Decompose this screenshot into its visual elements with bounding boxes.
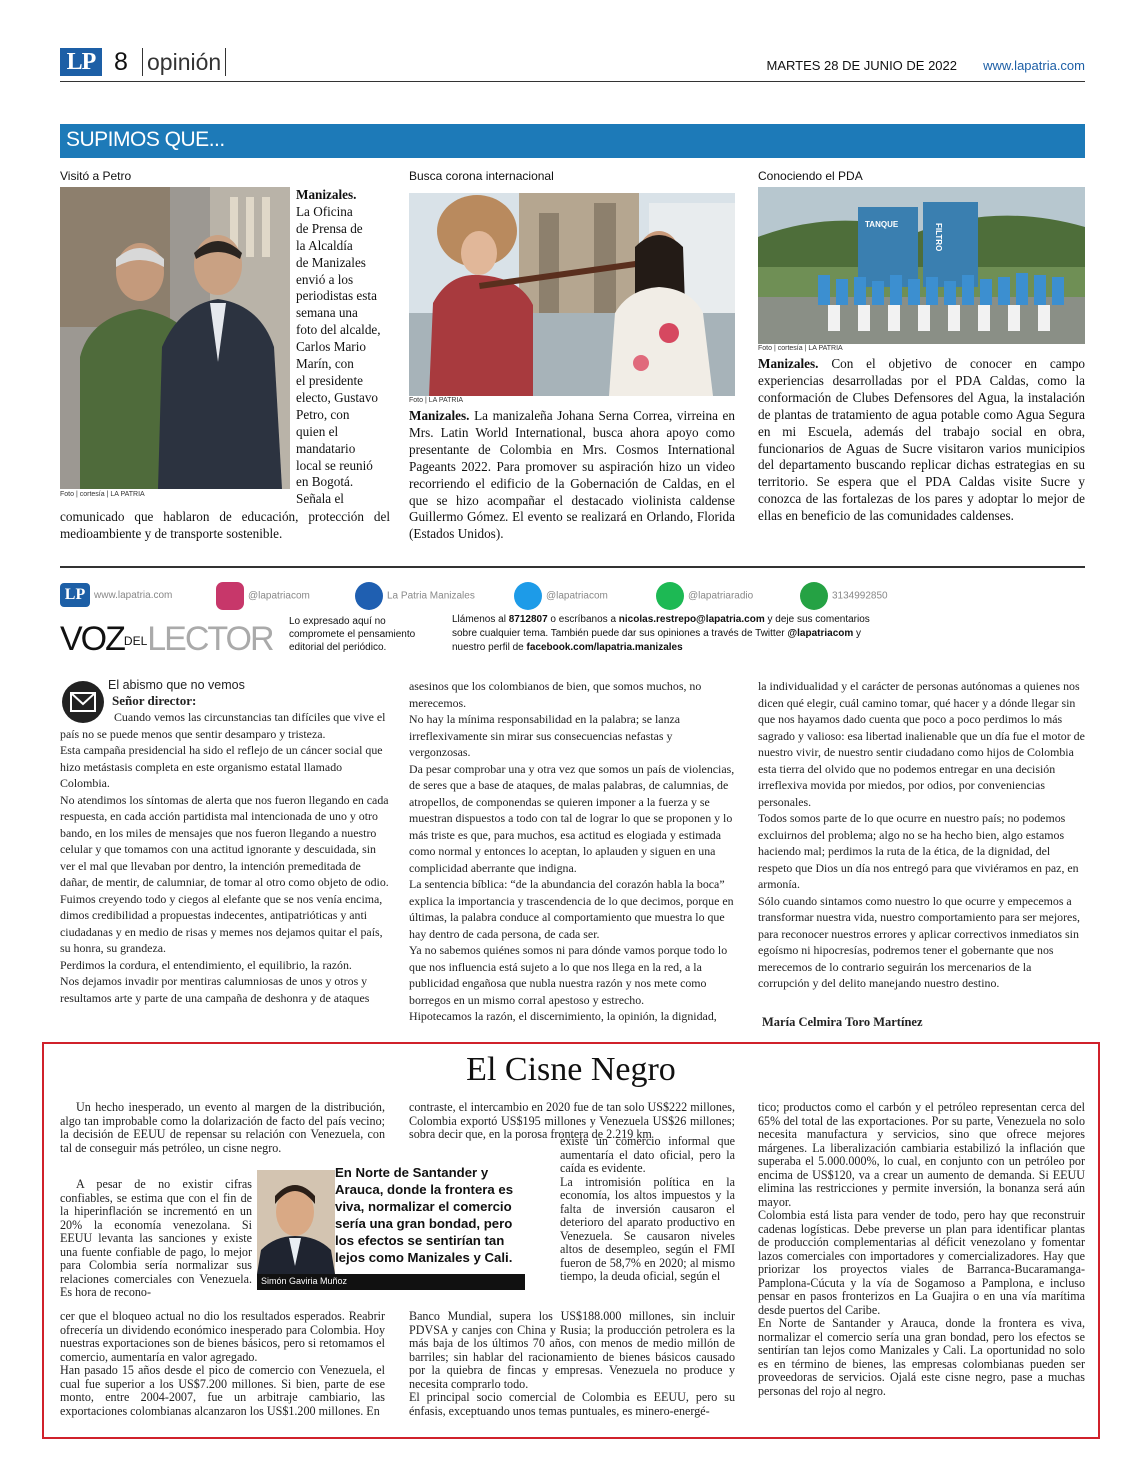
social-facebook[interactable] bbox=[355, 582, 475, 611]
story-text-side bbox=[296, 187, 392, 508]
column-text-2b: existe un comercio informal que aumentaría el dato oficial, pero la caída es evidente. La intromisión política en la economía, los altos impuestos y la falta de inversión causaron el deterioro del aparato productivo en Venezuela. Se causaron niveles altos de desempleo, según el FMI fueron de 58,7% en 2020; al mismo tiempo, la deuda oficial, según el bbox=[560, 1134, 735, 1283]
story-photo-corona bbox=[409, 193, 735, 396]
tank-sign: TANQUE bbox=[865, 220, 899, 229]
story-side-line: semana una bbox=[296, 305, 358, 321]
story-side-line: quien el bbox=[296, 423, 339, 439]
photo-credit: Foto | cortesía | LA PATRIA bbox=[60, 491, 145, 498]
letter-column-2: asesinos que los colombianos de bien, que somos muchos, no merecemos. No hay la mínima responsabilidad en la palabra; se lanza irreflexivamente sin mirar sus consecuencias nefastas y vergonzosas. Da pesar comprobar una y otra vez que somos un país de violencias, de seres que a base de ataques, de malas palabras, de calumnias, de atropellos, de componendas se quieren imponer a la fuerza y se muestran dispuestos a todo con tal de lograr lo que se proponen y lo más triste es que, para muchos, esa actitud es elogiada y estimada como normal y entonces lo aceptan, lo aplauden y siguen en una complicidad aberrante que indigna. La sentencia bíblica: “de la abundancia del corazón habla la boca” explica la importancia y trascendencia de lo que decimos, porque en últimas, la palabra conduce al comportamiento que muestra lo que hay dentro de cada persona, de cada ser. Ya no sabemos quiénes somos ni para dónde vamos porque todo lo que nos influencia está sujeto a lo que nos llega en la red, a la publicidad engañosa que nubla nuestra razón y nos mete como borregos en un mismo corral apestoso y estrecho. Hipotecamos la razón, el discernimiento, la opinión, la dignidad, bbox=[409, 679, 735, 1023]
contact-text: o escríbanos a bbox=[547, 614, 619, 625]
column-text-1a: Un hecho inesperado, un evento al margen de la distribución, algo tan improbable como la dolarización de facto del país vecino; la decisión de EEUU de repensar su relación con Venezuela, con tal de conseguir más petróleo, un cisne negro. bbox=[60, 1100, 385, 1155]
story-label: Conociendo el PDA bbox=[758, 169, 863, 183]
story-side-line: envió a los bbox=[296, 271, 354, 287]
story-side-line: local se reunió bbox=[296, 457, 373, 473]
voz-word: VOZ bbox=[60, 620, 124, 658]
section-name: opinión bbox=[142, 48, 226, 76]
letter-column-3: la individualidad y el carácter de personas autónomas a quienes nos dicen qué elegir, cuál camino tomar, qué hacer y a dónde llegar sin que nos hayamos dado cuenta que poco a poco perdimos lo más sagrado y valioso: esa libertad inalienable que un día fue el motor de nuestro vivir, de nuestro sentir ciudadano como hijos de Colombia esta tierra del olvido que no podemos entregar en una decisión irreflexiva movida por miedos, por odios, por conveniencias personales. Todos somos parte de lo que ocurre en nuestro país; no podemos excluirnos del problema; algo no se ha hecho bien, algo estamos haciendo mal; perdimos la ruta de la ética, de la dignidad, del respeto que Dios un día nos entregó para que viviéramos en paz, en armonía. Sólo cuando sintamos como nuestro lo que ocurre y empecemos a transformar nuestra vida, nuestro comportamiento para ser mejores, para reconocer nuestros errores y aplicar correctivos inmediatos sin egoísmo ni hipocresías, podremos tener el gobernante que nos merecemos de lo contrario seguirán los mercenarios de la corrupción y del delito manejando nuestro destino. bbox=[758, 679, 1085, 990]
social-whatsapp[interactable] bbox=[800, 582, 888, 611]
spotify-icon bbox=[656, 582, 684, 610]
lp-icon: LP bbox=[60, 583, 90, 607]
social-web-label: www.lapatria.com bbox=[94, 590, 173, 601]
story-lead: Manizales. bbox=[409, 408, 470, 423]
del-word: DEL bbox=[123, 634, 148, 649]
story-side-line: foto del alcalde, bbox=[296, 322, 381, 338]
story-side-line: mandatario bbox=[296, 440, 356, 456]
issue-date: MARTES 28 DE JUNIO DE 2022 bbox=[766, 58, 957, 73]
section-title: SUPIMOS QUE... bbox=[66, 128, 225, 151]
voz-disclaimer: Lo expresado aquí no compromete el pensamiento editorial del periódico. bbox=[289, 616, 416, 653]
story-lead: Manizales. bbox=[758, 356, 819, 371]
lector-word: LECTOR bbox=[147, 620, 273, 658]
story-text-tail: comunicado que hablaron de educación, protección del medioambiente y de transporte sostenible. bbox=[60, 509, 390, 541]
column-text-2a: contraste, el intercambio en 2020 fue de tan solo US$222 millones, Colombia exportó US$195 millones y Venezuela US$26 millones; sobra decir que, en la porosa frontera de 2.219 km bbox=[409, 1100, 735, 1141]
contact-twitter[interactable]: @lapatriacom bbox=[787, 628, 854, 639]
story-body: La manizaleña Johana Serna Correa, virreina en Mrs. Latin World International, busca ahora apoyo como presentante de Colombia en Mrs. Cosmos International Pageants 2022. Para promover su aspiración hizo un video recorriendo el edificio de la Gobernación de Caldas, en el que se hizo acompañar el destacado violinista caldense Guillermo Gómez. El evento se realizará en Orlando, Florida (Estados Unidos). bbox=[409, 408, 735, 542]
author-bar bbox=[257, 1274, 525, 1290]
story-side-line: Petro, con bbox=[296, 406, 350, 422]
story-side-line: la Alcaldía bbox=[296, 237, 353, 253]
story-side-line: el presidente bbox=[296, 372, 364, 388]
column-text-2c: Banco Mundial, supera los US$188.000 millones, sin incluir PDVSA y canjes con China y Rusia; la producción petrolera es la más baja de los últimos 70 años, con menos de medio millón de barriles; sin hablar del racionamiento de bienes básicos causado por la quiebra de fincas y empresas. Venezuela no produce y necesita comprarlo todo. El principal socio comercial de Colombia es EEUU, pero su énfasis, exceptuando unos temas puntuales, es minero-energé- bbox=[409, 1309, 735, 1418]
author-name: Simón Gaviria Muñoz bbox=[261, 1276, 348, 1286]
social-whatsapp-label: 3134992850 bbox=[832, 590, 888, 602]
contact-text: y nuestro perfil de bbox=[452, 628, 862, 653]
section-divider bbox=[60, 566, 1085, 568]
story-side-line: La Oficina bbox=[296, 203, 353, 219]
letter-signature: María Celmira Toro Martínez bbox=[762, 1015, 923, 1029]
voz-del-lector-title bbox=[60, 620, 273, 660]
lp-logo[interactable]: LP bbox=[60, 48, 102, 76]
social-instagram[interactable] bbox=[216, 582, 310, 611]
story-lead: Manizales. bbox=[296, 187, 357, 202]
pull-quote: En Norte de Santander y Arauca, donde la frontera es viva, normalizar el comercio sería una gran bondad, pero los efectos se sentirían tan lejos como Manizales y Cali. bbox=[335, 1165, 514, 1265]
masthead bbox=[60, 48, 1085, 82]
story-side-line: periodistas esta bbox=[296, 288, 377, 304]
instagram-icon bbox=[216, 582, 244, 610]
social-twitter-label: @lapatriacom bbox=[546, 590, 608, 602]
story-label: Visitó a Petro bbox=[60, 169, 132, 183]
filter-sign: FILTRO bbox=[934, 223, 943, 252]
social-twitter[interactable] bbox=[514, 582, 608, 611]
whatsapp-icon bbox=[800, 582, 828, 610]
story-body: Con el objetivo de conocer en campo experiencias desarrolladas por el PDA Caldas, como la conformación de Clubes Defensores del Agua, la instalación de plantas de tratamiento de agua potable como Agua Segura en mi Escuela, además del trabajo social en obra, funcionarios de Aguas de Sucre visitaron varios municipios del departamento buscando replicar dichas estrategias en su territorio. Se espera que el PDA Caldas visite Sucre y conozca de las fortalezas de los pares y adoptar lo mejor de ellas en beneficio de las comunidades caldenses. bbox=[758, 356, 1086, 524]
story-side-line: electo, Gustavo bbox=[296, 389, 379, 405]
story-photo-petro bbox=[60, 187, 290, 489]
story-text bbox=[409, 408, 735, 543]
twitter-icon bbox=[514, 582, 542, 610]
social-facebook-label: La Patria Manizales bbox=[387, 590, 475, 602]
author-photo bbox=[257, 1170, 335, 1274]
photo-credit: Foto | cortesía | LA PATRIA bbox=[758, 345, 843, 352]
site-link[interactable]: www.lapatria.com bbox=[983, 58, 1085, 73]
column-title: El Cisne Negro bbox=[466, 1051, 676, 1088]
story-side-lines bbox=[296, 204, 392, 508]
story-photo-pda bbox=[758, 187, 1085, 344]
social-spotify-label: @lapatriaradio bbox=[688, 590, 754, 602]
page-number: 8 bbox=[114, 48, 128, 76]
contact-facebook[interactable]: facebook.com/lapatria.manizales bbox=[526, 642, 683, 653]
contact-text: y deje sus comentarios sobre cualquier tema. También puede dar sus opiniones a través de Twitter bbox=[452, 614, 870, 639]
story-text bbox=[758, 356, 1085, 525]
column-text-1c: cer que el bloqueo actual no dio los resultados esperados. Reabrir ofrecería un dividendo económico inesperado para Colombia. Hoy nuestras exportaciones son de bienes básicos, pero si retomamos el comercio, aumentaría en valor agregado. Han pasado 15 años desde el pico de comercio con Venezuela, el cual fue superior a los US$7.200 millones. Si bien, parte de ese monto, entre 2004-2007, fue un arbitraje cambiario, las exportaciones colombianas alcanzaron los US$1.200 millones. En bbox=[60, 1309, 385, 1418]
story-side-line: Señala el bbox=[296, 491, 344, 507]
facebook-icon bbox=[355, 582, 383, 610]
contact-text: Llámenos al bbox=[452, 614, 509, 625]
social-spotify[interactable] bbox=[656, 582, 753, 611]
story-side-line: de Manizales bbox=[296, 254, 366, 270]
photo-credit: Foto | LA PATRIA bbox=[409, 397, 464, 404]
letter-kicker: El abismo que no vemos bbox=[108, 678, 245, 692]
social-web[interactable] bbox=[60, 582, 172, 610]
social-instagram-label: @lapatriacom bbox=[248, 590, 310, 602]
letter-salutation: Señor director: bbox=[112, 693, 197, 708]
story-side-line: de Prensa de bbox=[296, 220, 363, 236]
contact-phone[interactable]: 8712807 bbox=[508, 614, 548, 625]
story-side-line: Marín, con bbox=[296, 356, 354, 372]
voz-contact bbox=[452, 613, 872, 655]
story-side-line: Carlos Mario bbox=[296, 339, 366, 355]
story-label: Busca corona internacional bbox=[409, 169, 554, 183]
column-text-3: tico; productos como el carbón y el petróleo representan cerca del 65% del total de las exportaciones. Por su parte, Venezuela no solo necesita manufactura y servicios, sino que ofrece mejores márgenes. La liberalización cambiaria estabilizó la inflación que superaba el 5.000.000%, lo cual, en conjunto con un petróleo por encima de US$120, va a crear un aumento de demanda. Si EEUU elimina las restricciones y permite inversión, la bonanza será aún mayor. Colombia está lista para vender de todo, pero hay que reconstruir cadenas logísticas. Debe preverse un plan para identificar plantas de producción complementarias al déficit venezolano y fomentar lazos comerciales con importadores y comercializadores. Hay que priorizar los proyectos viales de Barranca-Bucaramanga-Pamplona-Cúcuta y la vía de Sogamoso a Pamplona, e incluso pensar en pasos fronterizos en La Guajira o en una vía marítima desde puertos del Caribe. En Norte de Santander y Arauca, donde la frontera es viva, normalizar el comercio sería una gran bondad, pero los efectos se sentirían tan lejos como Manizales y Cali. La oportunidad no solo es en término de bienes, las empresas colombianas pueden ser proveedoras de servicios. Ojalá este cisne negro, pase a muchas personas del rojo al negro. bbox=[758, 1100, 1085, 1398]
story-side-line: en Bogotá. bbox=[296, 474, 354, 490]
letter-column-1: Cuando vemos las circunstancias tan difíciles que vive el país no se puede menos que sentir desamparo y tristeza. Esta campaña presidencial ha sido el reflejo de un cáncer social que hizo metástasis completa en este organismo estatal llamado Colombia. No atendimos los síntomas de alerta que nos fueron llegando en cada respuesta, en cada acción partidista mal intencionada de uno y otro bando, en los miles de mensajes que nos fueron llegando a nuestro celular y que tomamos con una actitud ignorante y descuidada, sin ver el mal que llevaban por dentro, la intención premeditada de dañar, de mentir, de calumniar, de tomar al otro como objeto de odio. Fuimos creyendo todo y ciegos al elefante que se nos venía encima, dimos credibilidad a propuestas indecentes, antipatrióticas y anti ciudadanas y en medio de risas y memes nos dejamos quitar el país, su honra, su grandeza. Perdimos la cordura, el entendimiento, el equilibrio, la razón. Nos dejamos invadir por mentiras calumniosas de unos y otros y resultamos arte y parte de una campaña de deshonra y de ataques bbox=[60, 710, 389, 1005]
contact-email[interactable]: nicolas.restrepo@lapatria.com bbox=[618, 614, 765, 625]
column-text-1b: A pesar de no existir cifras confiables, se estima que con el fin de la hiperinflación se incrementó en un 20% la economía venezolana. Si EEUU levanta las sanciones y existe una fuente confiable de pago, lo mejor para Colombia sería normalizar sus relaciones comerciales con Venezuela. Es hora de recono- bbox=[60, 1177, 252, 1299]
supimos-section-header bbox=[60, 124, 1085, 158]
